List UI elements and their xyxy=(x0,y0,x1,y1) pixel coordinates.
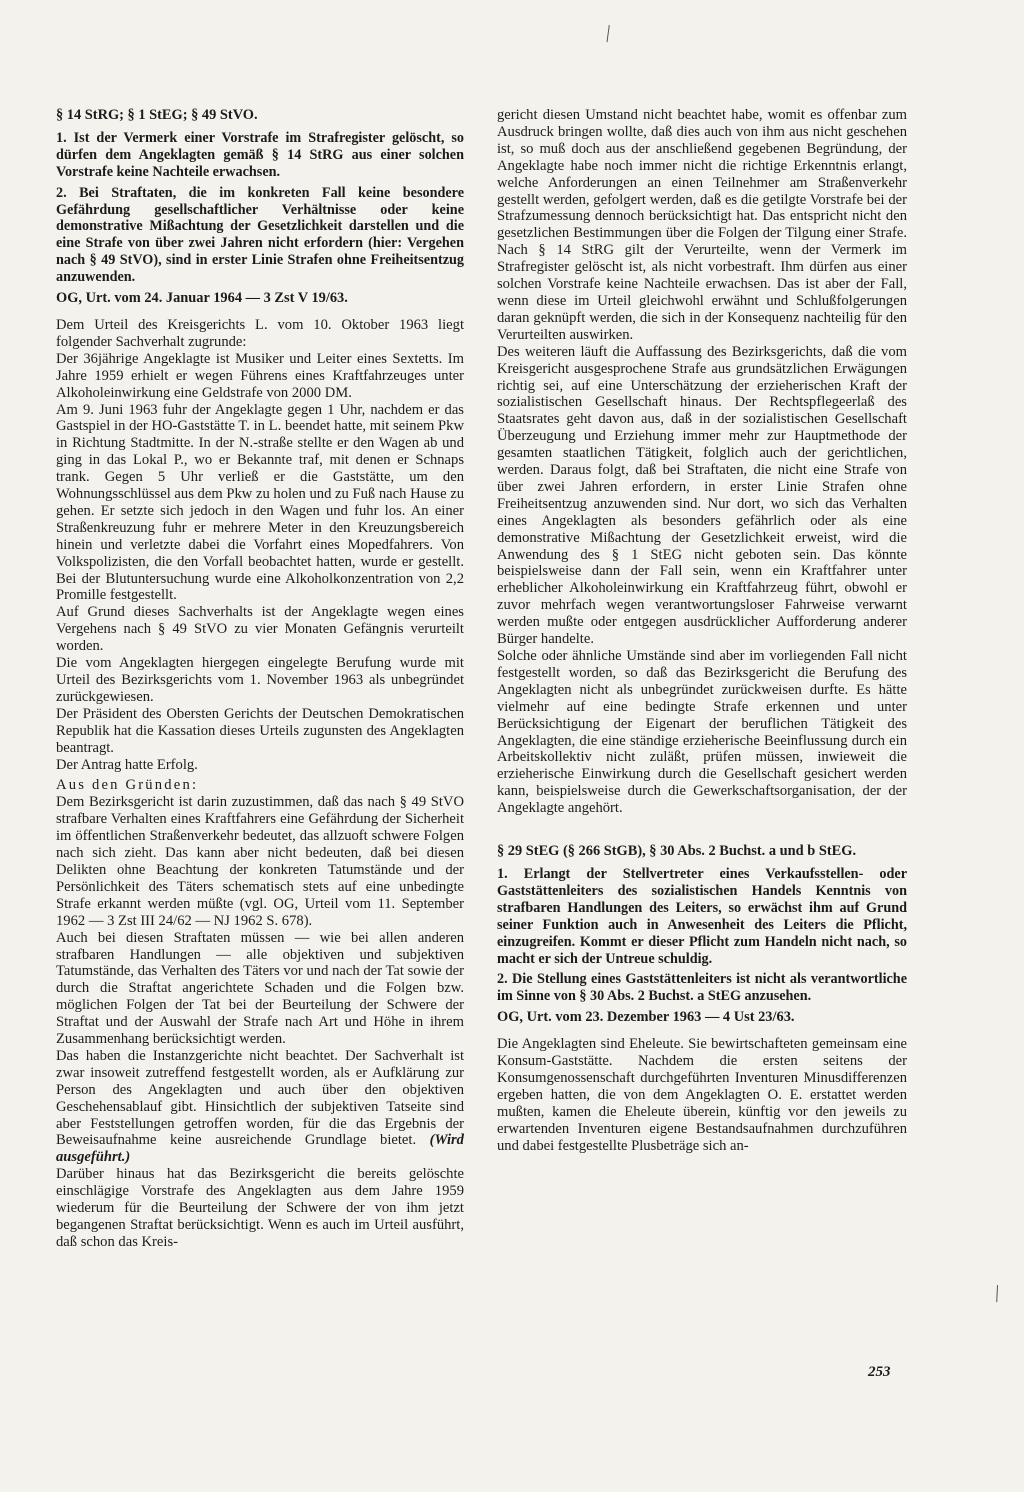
paragraph: gericht diesen Umstand nicht beachtet habe, womit es offenbar zum Ausdruck bringen wollte, daß dies auch von ihm aus nicht geschehen ist, so muß doch aus der anschließend gegebenen Begründung, der Angeklagte habe noch immer nicht die richtige Erkenntnis erlangt, welche Anforderungen an einen Teilnehmer am Straßenverkehr gestellt werden, gefolgert werden, daß es die getilgte Vorstrafe bei der Strafzumessung dennoch berücksichtigt hat. Das entspricht nicht den gesetzlichen Bestimmungen über die Folgen der Tilgung einer Strafe. Nach § 14 StRG gilt der Verurteilte, wenn der Vermerk im Strafregister gelöscht ist, als nicht vorbestraft. Ihm dürfen aus einer solchen Vorstrafe keine Nachteile erwachsen. Das ist aber der Fall, wenn diese im Urteil gleichwohl erwähnt und Schlußfolgerungen daran geknüpft werden, die sich in der Konsequenz nachteilig für den Verurteilten auswirken. xyxy=(497,107,907,343)
section-heading-2: § 29 StEG (§ 266 StGB), § 30 Abs. 2 Buchst. a und b StEG. xyxy=(497,843,857,860)
section-heading: § 14 StRG; § 1 StEG; § 49 StVO. xyxy=(56,107,258,123)
paragraph xyxy=(56,1048,464,1166)
court-citation: OG, Urt. vom 23. Dezember 1963 — 4 Ust 23/63. xyxy=(497,1009,795,1026)
paragraph: Der Antrag hatte Erfolg. xyxy=(56,756,198,773)
paragraph: Auch bei diesen Straftaten müssen — wie bei allen anderen strafbaren Handlungen — alle objektiven und subjektiven Tatumstände, das Verhalten des Täters vor und nach der Tat sowie der durch die Straftat angerichtete Schaden und die Folgen bzw. möglichen Folgen der Tat bei der Beurteilung der Schwere der Straftat und der Auswahl der Strafe nach Art und Höhe in ihrem Zusammenhang berücksichtigt werden. xyxy=(56,929,464,1048)
headnote-1: 1. Erlangt der Stellvertreter eines Verkaufsstellen- oder Gaststättenleiters des sozialistischen Handels Kenntnis von strafbaren Handlungen des Leiters, so erwächst ihm auf Grund seiner Funktion auch in Anwesenheit des Leiters die Pflicht, einzugreifen. Kommt er dieser Pflicht zum Handeln nicht nach, so macht er sich der Untreue schuldig. xyxy=(497,865,907,967)
court-citation: OG, Urt. vom 24. Januar 1964 — 3 Zst V 19/63. xyxy=(56,290,348,307)
headnote-2: 2. Die Stellung eines Gaststättenleiters ist nicht als verantwortliche im Sinne von § 30 Abs. 2 Buchst. a StEG anzusehen. xyxy=(497,971,907,1005)
scan-mark: ╲ xyxy=(600,25,616,42)
paragraph-text: Das haben die Instanzgerichte nicht beachtet. Der Sachverhalt ist zwar insoweit zutreffend festgestellt worden, als er Aufklärung zur Person des Angeklagten und auch über den objektiven Geschehensablauf gibt. Hinsichtlich der subjektiven Tatseite sind aber Feststellungen getroffen worden, für die das Ergebnis der Beweisaufnahme keine ausreichende Grundlage bietet. xyxy=(56,1047,464,1149)
paragraph: Der Präsident des Obersten Gerichts der Deutschen Demokratischen Republik hat die Kassation dieses Urteils zugunsten des Angeklagten beantragt. xyxy=(56,705,464,756)
grounds-heading: Aus den Gründen: xyxy=(56,777,199,794)
paragraph: Die Angeklagten sind Eheleute. Sie bewirtschafteten gemeinsam eine Konsum-Gaststätte. Nachdem die ersten seitens der Konsumgenossenschaft durchgeführten Inventuren Minusdifferenzen ergeben hatten, die von dem Angeklagten O. E. erstattet werden mußten, kamen die Eheleute überein, künftig vor den jeweils zu erwartenden Inventuren eigene Bestandsaufnahmen durchzuführen und dabei festgestellte Plusbeträge sich an- xyxy=(497,1036,907,1154)
paragraph: Dem Bezirksgericht ist darin zuzustimmen, daß das nach § 49 StVO strafbare Verhalten eines Kraftfahrers eine Gefährdung der Sicherheit im öffentlichen Straßenverkehr bedeutet, das allzuoft schwere Folgen nach sich zieht. Das kann aber nicht bedeuten, daß bei diesen Delikten ohne Beachtung der konkreten Tatumstände und der Persönlichkeit des Täters schematisch stets auf eine unbedingte Strafe erkannt werden müßte (vgl. OG, Urteil vom 11. September 1962 — 3 Zst III 24/62 — NJ 1962 S. 678). xyxy=(56,794,464,929)
page-number: 253 xyxy=(868,1364,891,1380)
paragraph: Am 9. Juni 1963 fuhr der Angeklagte gegen 1 Uhr, nachdem er das Gastspiel in der HO-Gaststätte T. in L. beendet hatte, mit seinem Pkw in Richtung Stadtmitte. In der N.-straße stellte er den Wagen ab und ging in das Lokal P., wo er Bekannte traf, mit denen er Schnaps trank. Gegen 5 Uhr verließ er die Gaststätte, um den Wohnungsschlüssel aus dem Pkw zu holen und zu Fuß nach Hause zu gehen. Er setzte sich jedoch in den Wagen und fuhr los. An einer Straßenkreuzung fuhr er mehrere Meter in den Kreuzungsbereich hinein und verletzte dabei die Vorfahrt eines Mopedfahrers. Von Volkspolizisten, die den Vorfall beobachtet hatten, wurde er gestellt. Bei der Blutuntersuchung wurde eine Alkoholkonzentration von 2,2 Promille festgestellt. xyxy=(56,401,464,604)
headnote-2: 2. Bei Straftaten, die im konkreten Fall keine besondere Gefährdung gesellschaftlicher Verhältnisse oder keine demonstrative Mißachtung der Gesetzlichkeit darstellen und die eine Strafe von über zwei Jahren nicht erfordern (hier: Vergehen nach § 49 StVO), sind in erster Linie Strafen ohne Freiheitsentzug anzuwenden. xyxy=(56,184,464,286)
paragraph: Des weiteren läuft die Auffassung des Bezirksgerichts, daß die vom Kreisgericht ausgesprochene Strafe aus grundsätzlichen Erwägungen richtig sei, auf eine Unterschätzung der erzieherischen Kraft der sozialistischen Gesellschaft hinaus. Der Rechtspflegeerlaß des Staatsrates geht davon aus, daß in der sozialistischen Gesellschaft Überzeugung und Erziehung immer mehr zur Hauptmethode der gesamten staatlichen Tätigkeit, folglich auch der gerichtlichen, werden. Daraus folgt, daß bei Straftaten, die nicht eine Strafe von über zwei Jahren erfordern, in erster Linie Strafen ohne Freiheitsentzug anzuwenden sind. Nur dort, wo sich das Verhalten eines Angeklagten als besonders gefährlich oder als eine demonstrative Mißachtung der Gesetzlichkeit erweist, wird die Anwendung des § 1 StEG nicht geboten sein. Das könnte beispielsweise dann der Fall sein, wenn ein Kraftfahrer unter erheblicher Alkoholeinwirkung ein Kraftfahrzeug führt, obwohl er zuvor mehrfach wegen verantwortungsloser Fahrweise verwarnt werden mußte oder entgegen ausdrücklicher Aufforderung anderer Bürger handelte. xyxy=(497,343,907,648)
headnote-1: 1. Ist der Vermerk einer Vorstrafe im Strafregister gelöscht, so dürfen dem Angeklagten gemäß § 14 StRG aus einer solchen Vorstrafe keine Nachteile erwachsen. xyxy=(56,129,464,180)
right-column xyxy=(497,107,907,1154)
paragraph: Solche oder ähnliche Umstände sind aber im vorliegenden Fall nicht festgestellt worden, so daß das Bezirksgericht die Berufung des Angeklagten nicht als unbegründet zurückweisen durfte. Es hätte vielmehr auf eine bedingte Strafe erkennen und unter Berücksichtigung der Eigenart der beruflichen Tätigkeit des Angeklagten, die eine ständige erzieherische Beeinflussung durch ein Arbeitskollektiv nicht zuläßt, prüfen müssen, inwieweit die erzieherische Einwirkung durch die Gesellschaft gesichert werden kann, beispielsweise durch die Gewerkschaftsorganisation, der der Angeklagte angehört. xyxy=(497,648,907,817)
left-column xyxy=(56,107,464,1251)
italic-note: (Wird ausgeführt.) xyxy=(56,1132,464,1166)
paragraph: Dem Urteil des Kreisgerichts L. vom 10. Oktober 1963 liegt folgender Sachverhalt zugrunde: xyxy=(56,316,464,350)
paragraph: Die vom Angeklagten hiergegen eingelegte Berufung wurde mit Urteil des Bezirksgerichts vom 1. November 1963 als unbegründet zurückgewiesen. xyxy=(56,655,464,705)
paragraph: Darüber hinaus hat das Bezirksgericht die bereits gelöschte einschlägige Vorstrafe des Angeklagten aus dem Jahre 1959 wiederum für die Beurteilung der Schwere der von ihm jetzt begangenen Straftat berücksichtigt. Wenn es auch im Urteil ausführt, daß schon das Kreis- xyxy=(56,1166,464,1250)
scan-mark: ╲ xyxy=(990,1285,1005,1303)
paragraph: Auf Grund dieses Sachverhalts ist der Angeklagte wegen eines Vergehens nach § 49 StVO zu vier Monaten Gefängnis verurteilt worden. xyxy=(56,604,464,655)
paragraph: Der 36jährige Angeklagte ist Musiker und Leiter eines Sextetts. Im Jahre 1959 erhielt er wegen Führens eines Kraftfahrzeuges unter Alkoholeinwirkung eine Geldstrafe von 2000 DM. xyxy=(56,350,464,401)
